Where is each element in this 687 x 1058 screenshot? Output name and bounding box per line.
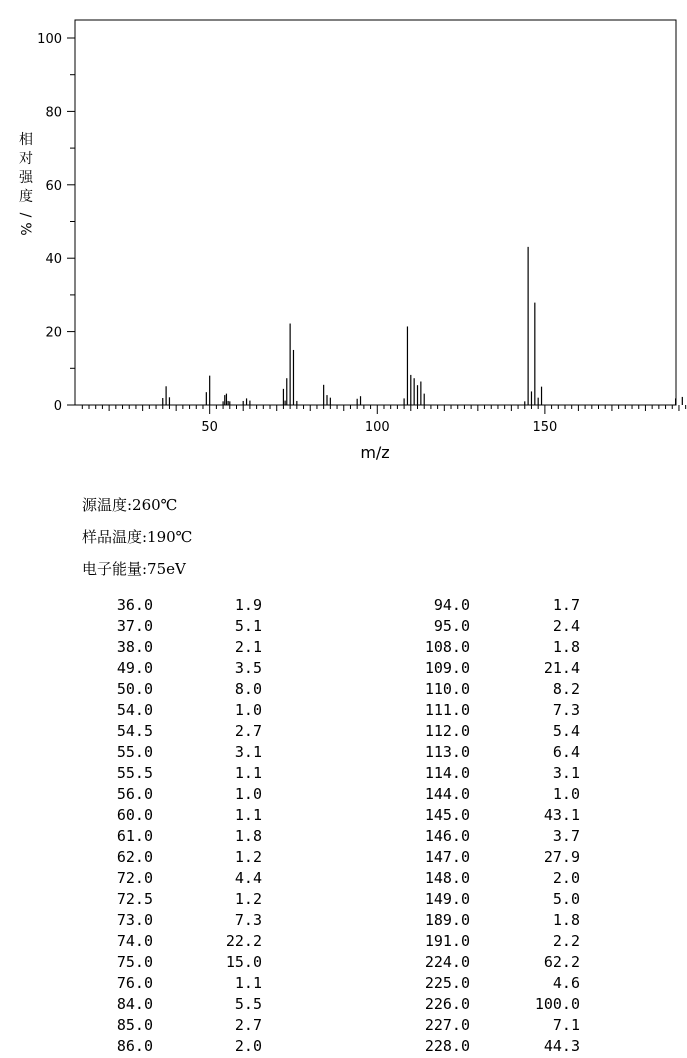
mz-right: 111.0 xyxy=(424,701,470,719)
mz-right: 145.0 xyxy=(424,806,470,824)
table-row xyxy=(0,932,687,953)
intensity-left: 2.7 xyxy=(234,722,262,740)
intensity-left: 3.1 xyxy=(234,743,262,761)
table-row xyxy=(0,974,687,995)
mz-left: 36.0 xyxy=(116,596,153,614)
intensity-left: 1.1 xyxy=(234,806,262,824)
table-row xyxy=(0,722,687,743)
table-row xyxy=(0,785,687,806)
table-row xyxy=(0,890,687,911)
mz-right: 228.0 xyxy=(424,1037,470,1055)
x-tick-label: 150 xyxy=(532,420,558,435)
mz-left: 54.5 xyxy=(116,722,153,740)
intensity-right: 100.0 xyxy=(534,995,580,1013)
mz-left: 61.0 xyxy=(116,827,153,845)
y-tick-label: 0 xyxy=(53,399,62,414)
mass-spectrum-chart xyxy=(0,0,687,480)
mz-right: 108.0 xyxy=(424,638,470,656)
intensity-right: 62.2 xyxy=(543,953,580,971)
y-tick-label: 40 xyxy=(45,252,62,268)
intensity-right: 7.1 xyxy=(552,1016,580,1034)
source-temperature: 源温度:260℃ xyxy=(82,496,178,514)
table-row xyxy=(0,995,687,1016)
table-row xyxy=(0,848,687,869)
intensity-right: 1.8 xyxy=(552,638,580,656)
table-row xyxy=(0,827,687,848)
mz-right: 144.0 xyxy=(424,785,470,803)
mz-right: 146.0 xyxy=(424,827,470,845)
y-axis-label-char: 强 xyxy=(19,170,33,186)
peak-series xyxy=(163,38,687,405)
x-axis xyxy=(82,405,687,435)
intensity-left: 1.9 xyxy=(234,596,262,614)
mz-left: 85.0 xyxy=(116,1016,153,1034)
intensity-right: 2.2 xyxy=(552,932,580,950)
y-tick-label: 20 xyxy=(45,325,62,341)
table-row xyxy=(0,596,687,617)
mz-right: 113.0 xyxy=(424,743,470,761)
intensity-left: 1.0 xyxy=(234,785,262,803)
table-row xyxy=(0,701,687,722)
table-row xyxy=(0,617,687,638)
mz-left: 56.0 xyxy=(116,785,153,803)
x-tick-label: 100 xyxy=(364,420,390,435)
mz-left: 38.0 xyxy=(116,638,153,656)
intensity-right: 1.8 xyxy=(552,911,580,929)
intensity-left: 2.0 xyxy=(234,1037,262,1055)
mz-left: 72.5 xyxy=(116,890,153,908)
table-row xyxy=(0,680,687,701)
y-tick-label: 60 xyxy=(45,178,62,194)
plot-frame xyxy=(75,20,676,405)
x-tick-label: 50 xyxy=(201,420,218,435)
intensity-left: 2.7 xyxy=(234,1016,262,1034)
y-axis-label-char: % xyxy=(17,222,33,236)
intensity-left: 7.3 xyxy=(234,911,262,929)
mz-left: 84.0 xyxy=(116,995,153,1013)
intensity-left: 1.2 xyxy=(234,890,262,908)
y-axis-label-char: / xyxy=(17,212,33,218)
mz-left: 54.0 xyxy=(116,701,153,719)
table-row xyxy=(0,638,687,659)
intensity-left: 5.5 xyxy=(234,995,262,1013)
mz-right: 189.0 xyxy=(424,911,470,929)
mz-left: 50.0 xyxy=(116,680,153,698)
table-row xyxy=(0,953,687,974)
mz-left: 37.0 xyxy=(116,617,153,635)
mz-left: 55.0 xyxy=(116,743,153,761)
intensity-right: 1.0 xyxy=(552,785,580,803)
mz-right: 191.0 xyxy=(424,932,470,950)
intensity-right: 7.3 xyxy=(552,701,580,719)
mz-right: 112.0 xyxy=(424,722,470,740)
mz-left: 73.0 xyxy=(116,911,153,929)
y-tick-label: 100 xyxy=(37,32,62,47)
mz-left: 74.0 xyxy=(116,932,153,950)
mz-right: 227.0 xyxy=(424,1016,470,1034)
mz-right: 95.0 xyxy=(433,617,470,635)
intensity-right: 27.9 xyxy=(543,848,580,866)
table-row xyxy=(0,743,687,764)
intensity-right: 1.7 xyxy=(552,596,580,614)
intensity-left: 3.5 xyxy=(234,659,262,677)
y-axis-label-char: 度 xyxy=(19,189,33,205)
intensity-left: 1.2 xyxy=(234,848,262,866)
mz-right: 114.0 xyxy=(424,764,470,782)
intensity-right: 3.7 xyxy=(552,827,580,845)
y-axis-label-char: 相 xyxy=(19,132,33,148)
intensity-right: 6.4 xyxy=(552,743,580,761)
table-row xyxy=(0,806,687,827)
intensity-right: 3.1 xyxy=(552,764,580,782)
electron-energy: 电子能量:75eV xyxy=(82,560,186,578)
intensity-left: 1.8 xyxy=(234,827,262,845)
mz-left: 86.0 xyxy=(116,1037,153,1055)
mz-left: 62.0 xyxy=(116,848,153,866)
mz-right: 224.0 xyxy=(424,953,470,971)
table-row xyxy=(0,1016,687,1037)
intensity-left: 1.1 xyxy=(234,974,262,992)
x-axis-label: m/z xyxy=(360,443,390,462)
mz-left: 55.5 xyxy=(116,764,153,782)
intensity-right: 5.0 xyxy=(552,890,580,908)
y-tick-label: 80 xyxy=(45,105,62,121)
table-row xyxy=(0,764,687,785)
mz-left: 76.0 xyxy=(116,974,153,992)
mz-right: 149.0 xyxy=(424,890,470,908)
mz-right: 147.0 xyxy=(424,848,470,866)
intensity-left: 8.0 xyxy=(234,680,262,698)
table-row xyxy=(0,659,687,680)
table-row xyxy=(0,911,687,932)
intensity-left: 1.1 xyxy=(234,764,262,782)
intensity-left: 1.0 xyxy=(234,701,262,719)
mz-right: 109.0 xyxy=(424,659,470,677)
table-row xyxy=(0,869,687,890)
mz-left: 49.0 xyxy=(116,659,153,677)
table-row xyxy=(0,1037,687,1058)
mz-right: 110.0 xyxy=(424,680,470,698)
y-axis-label xyxy=(17,131,34,236)
mz-left: 72.0 xyxy=(116,869,153,887)
intensity-right: 44.3 xyxy=(543,1037,580,1055)
y-axis-label-char: 对 xyxy=(19,151,33,167)
intensity-left: 2.1 xyxy=(234,638,262,656)
mz-right: 225.0 xyxy=(424,974,470,992)
mz-left: 75.0 xyxy=(116,953,153,971)
intensity-left: 4.4 xyxy=(234,869,262,887)
mz-right: 94.0 xyxy=(433,596,470,614)
mz-right: 226.0 xyxy=(424,995,470,1013)
intensity-right: 4.6 xyxy=(552,974,580,992)
intensity-right: 2.4 xyxy=(552,617,580,635)
sample-temperature: 样品温度:190℃ xyxy=(82,528,193,546)
mz-right: 148.0 xyxy=(424,869,470,887)
intensity-right: 2.0 xyxy=(552,869,580,887)
intensity-left: 22.2 xyxy=(225,932,262,950)
intensity-right: 5.4 xyxy=(552,722,580,740)
mz-left: 60.0 xyxy=(116,806,153,824)
intensity-left: 5.1 xyxy=(234,617,262,635)
intensity-right: 43.1 xyxy=(543,806,580,824)
y-axis xyxy=(37,32,75,414)
intensity-left: 15.0 xyxy=(225,953,262,971)
intensity-right: 21.4 xyxy=(543,659,580,677)
intensity-right: 8.2 xyxy=(552,680,580,698)
